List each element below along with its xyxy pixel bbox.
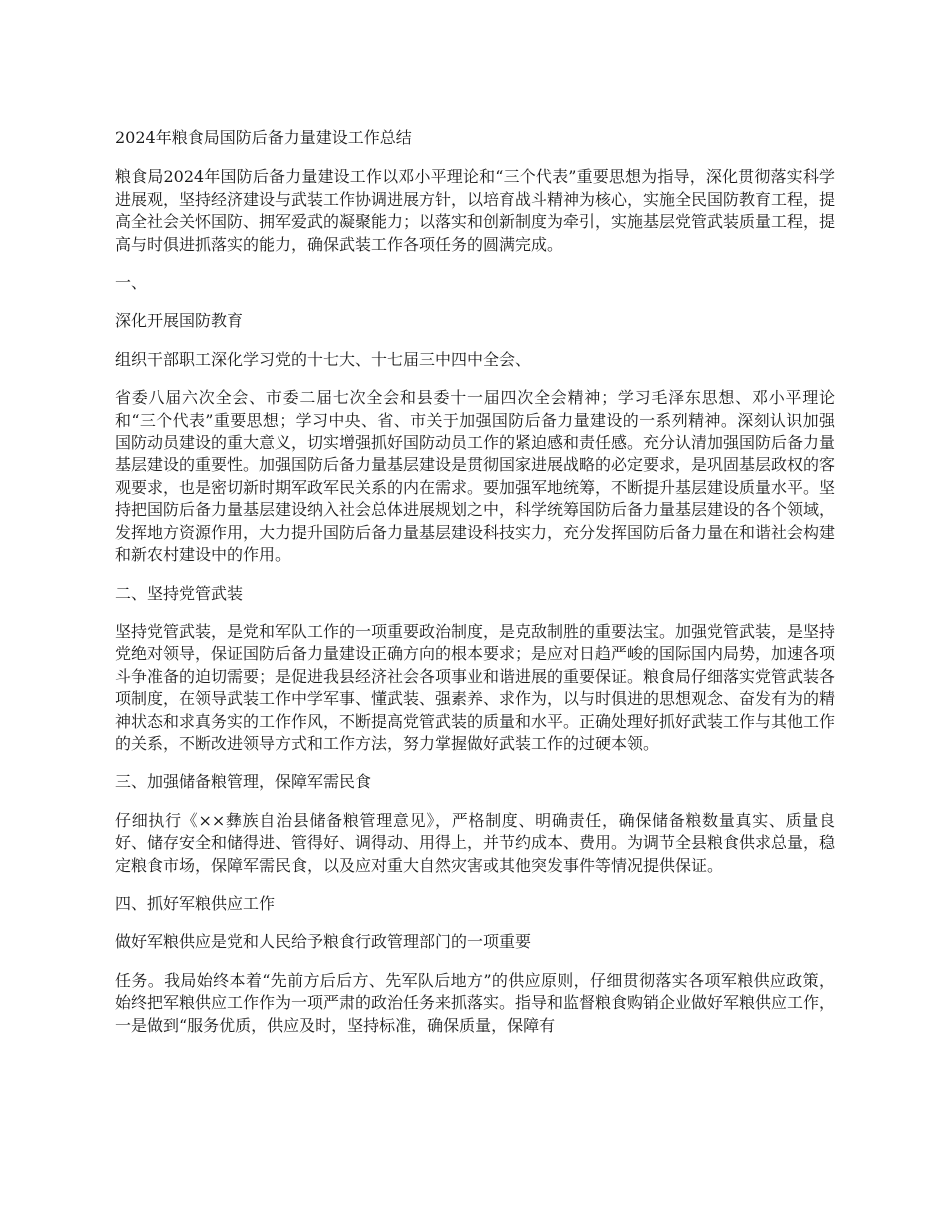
- section-one-number: 一、: [115, 273, 148, 293]
- section-one-body: 省委八届六次全会、市委二届七次全会和县委十一届四次全会精神；学习毛泽东思想、邓小平理论和“三个代表”重要思想；学习中央、省、市关于加强国防后备力量建设的一系列精神。深刻认识加强国防动员建设的重大意义，切实增强抓好国防动员工作的紧迫感和责任感。充分认清加强国防后备力量基层建设的重要性。加强国防后备力量基层建设是贯彻国家进展战略的必定要求，是巩固基层政权的客观要求，也是密切新时期军政军民关系的内在需求。要加强军地统筹，不断提升基层建设质量水平。坚持把国防后备力量基层建设纳入社会总体进展规划之中，科学统筹国防后备力量基层建设的各个领域，发挥地方资源作用，大力提升国防后备力量基层建设科技实力，充分发挥国防后备力量在和谐社会构建和新农村建设中的作用。: [115, 388, 836, 565]
- section-four-lead: 做好军粮供应是党和人民给予粮食行政管理部门的一项重要: [115, 932, 532, 952]
- intro-paragraph: 粮食局2024年国防后备力量建设工作以邓小平理论和“三个代表”重要思想为指导，深化贯彻落实科学进展观，坚持经济建设与武装工作协调进展方针，以培育战斗精神为核心，实施全民国防教育工程，提高全社会关怀国防、拥军爱武的凝聚能力；以落实和创新制度为牵引，实施基层党管武装质量工程，提高与时俱进抓落实的能力，确保武装工作各项任务的圆满完成。: [115, 167, 836, 254]
- document-title: 2024年粮食局国防后备力量建设工作总结: [115, 128, 412, 147]
- section-three-heading: 三、加强储备粮管理，保障军需民食: [115, 772, 372, 792]
- section-one-lead: 组织干部职工深化学习党的十七大、十七届三中四中全会、: [115, 349, 532, 369]
- section-two-heading: 二、坚持党管武装: [115, 583, 244, 603]
- section-one-heading: 深化开展国防教育: [115, 311, 244, 331]
- document-body: [115, 127, 835, 1053]
- section-two-body: 坚持党管武装，是党和军队工作的一项重要政治制度，是克敌制胜的重要法宝。加强党管武装，是坚持党绝对领导，保证国防后备力量建设正确方向的根本要求；是应对日趋严峻的国际国内局势，加速各项斗争准备的迫切需要；是促进我县经济社会各项事业和谐进展的重要保证。粮食局仔细落实党管武装各项制度，在领导武装工作中学军事、懂武装、强素养、求作为，以与时俱进的思想观念、奋发有为的精神状态和求真务实的工作作风，不断提高党管武装的质量和水平。正确处理好抓好武装工作与其他工作的关系，不断改进领导方式和工作方法，努力掌握做好武装工作的过硬本领。: [115, 621, 836, 753]
- section-three-body: 仔细执行《××彝族自治县储备粮管理意见》，严格制度、明确责任，确保储备粮数量真实、质量良好、储存安全和储得进、管得好、调得动、用得上，并节约成本、费用。为调节全县粮食供求总量，稳定粮食市场，保障军需民食，以及应对重大自然灾害或其他突发事件等情况提供保证。: [115, 810, 836, 875]
- section-four-body: 任务。我局始终本着“先前方后后方、先军队后地方”的供应原则，仔细贯彻落实各项军粮供应政策，始终把军粮供应工作作为一项严肃的政治任务来抓落实。指导和监督粮食购销企业做好军粮供应工作，一是做到“服务优质，供应及时，坚持标准，确保质量，保障有: [115, 970, 836, 1035]
- section-four-heading: 四、抓好军粮供应工作: [115, 893, 276, 913]
